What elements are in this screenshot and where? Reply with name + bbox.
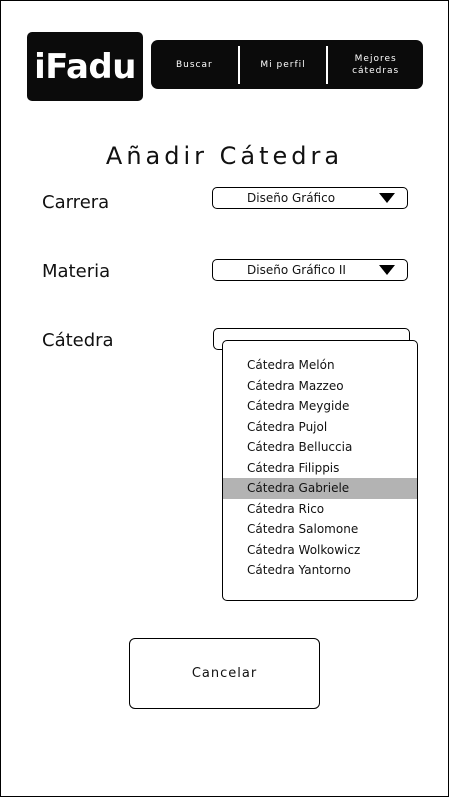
chevron-down-icon bbox=[379, 193, 395, 203]
page-title: Añadir Cátedra bbox=[105, 142, 344, 171]
dropdown-option[interactable]: Cátedra Mazzeo bbox=[247, 378, 344, 393]
carrera-select-value: Diseño Gráfico bbox=[247, 191, 336, 205]
top-nav bbox=[151, 40, 423, 89]
dropdown-option[interactable]: Cátedra Yantorno bbox=[247, 563, 351, 577]
nav-mi-perfil[interactable]: Mi perfil bbox=[260, 59, 306, 70]
dropdown-option[interactable]: Cátedra Filippis bbox=[247, 460, 340, 475]
nav-buscar[interactable]: Buscar bbox=[175, 59, 213, 70]
dropdown-option[interactable]: Cátedra Rico bbox=[247, 501, 325, 516]
materia-label: Materia bbox=[42, 261, 111, 282]
app-logo[interactable] bbox=[27, 32, 143, 101]
dropdown-option[interactable]: Cátedra Belluccia bbox=[247, 440, 353, 454]
logo-text: iFadu bbox=[34, 46, 136, 87]
cancel-button[interactable]: Cancelar bbox=[129, 638, 320, 709]
dropdown-option[interactable]: Cátedra Pujol bbox=[247, 419, 328, 434]
catedra-label: Cátedra bbox=[42, 330, 114, 351]
dropdown-option[interactable]: Cátedra Wolkowicz bbox=[247, 542, 361, 557]
dropdown-option[interactable]: Cátedra Salomone bbox=[247, 522, 359, 536]
materia-select-value: Diseño Gráfico II bbox=[247, 263, 346, 277]
carrera-select[interactable] bbox=[212, 187, 408, 209]
dropdown-option[interactable]: Cátedra Melón bbox=[247, 358, 335, 372]
nav-mejores-catedras[interactable]: Mejores cátedras bbox=[352, 53, 400, 76]
materia-select[interactable] bbox=[212, 259, 408, 281]
dropdown-option-highlighted[interactable]: Cátedra Gabriele bbox=[223, 478, 417, 499]
chevron-down-icon bbox=[379, 265, 395, 275]
dropdown-option[interactable]: Cátedra Meygide bbox=[247, 399, 350, 413]
carrera-label: Carrera bbox=[42, 192, 110, 213]
catedra-dropdown-list bbox=[222, 340, 418, 601]
